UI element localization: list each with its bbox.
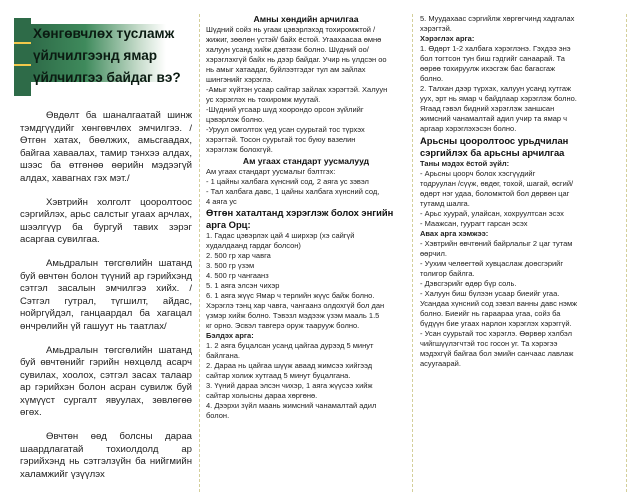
- text-line: халуун усанд хийж дэвтээж болно. Шүдний оо/: [206, 45, 369, 54]
- text-line: -Амыг хүйтэн усаар сайтар зайлах хэрэгтэй. Халуун: [206, 85, 388, 94]
- text-line: - Тал халбага давс, 1 цайны халбага хүнсний сод,: [206, 187, 380, 196]
- text-line: сайтар холиж хутгаад 5 минут буцалгана.: [206, 371, 351, 380]
- text-line: Ягаад гэвэл бидний хэрэглэж заншсан: [420, 104, 555, 113]
- text-line: шингэнийг хэрэглэ.: [206, 75, 273, 84]
- right-column: [414, 14, 627, 492]
- text-line: 4 аяга ус: [206, 197, 237, 206]
- text-line: - Арьс хуурай, улайсан, хохруултсан эсэх: [420, 209, 564, 218]
- text-line: 6. 1 аяга жүүс Ямар ч терлийн жүүс байж болно.: [206, 291, 375, 300]
- text-line: болон.: [206, 411, 230, 420]
- storage-text: [420, 14, 622, 34]
- text-line: өдөрт нэг удаа, боломжтой бол дөрвөн цаг: [420, 189, 570, 198]
- text-line: үзмэр хийж болно. Тэвэзл мэдээж үзэм мааль 1.5: [206, 311, 380, 320]
- text-line: болно.: [420, 74, 444, 83]
- section-heading-actions: Авах арга хэмжээ:: [420, 229, 489, 238]
- text-line: толигор байлга.: [420, 269, 475, 278]
- section-heading-skin-care: [420, 135, 622, 159]
- text-line: болно. Биеийг нь гараараа угаа, сойз ба: [420, 309, 561, 318]
- text-line: - Уухим челөегтөй хувцаслаж доөсгэрийг: [420, 259, 564, 268]
- service-paragraph: Амьдралын төгсгөлийн шатанд буй өвчтөн болон түүний ар гэрийхэнд сэтгэл засалын эмчилгээ хийх. / Сэтгэл гутрал, түгшилт, айдас, нойргүйдэл, ганцаардал ба хагацал өнчрөлийн үй гашуут нь таатлах/: [20, 257, 192, 332]
- text-line: хэрэглэж болохгүй.: [206, 145, 273, 154]
- text-line: 1. 2 аяга буцалсан усанд цайгаа дурээд 5 минут: [206, 341, 374, 350]
- text-line: 4. 500 гр чангаанз: [206, 271, 269, 280]
- text-line: Хэрэглэ тэнц хар чавга, чангаанз олдохгүй бол дан: [206, 301, 385, 310]
- text-line: - 1 цайны халбага хүнсний сод, 2 аяга ус зэвэл: [206, 177, 369, 186]
- intro-body: [20, 110, 192, 492]
- text-line: хэрэглэхгүй байх нь дээр байдаг. Учир нь үлдсэн оо: [206, 55, 387, 64]
- page-title: [33, 23, 198, 89]
- text-line: мэдэхгүй байгаа бол эмийн санчаас лавлаж: [420, 349, 574, 358]
- text-line: хэрэгтэй.: [420, 24, 452, 33]
- text-line: өөрөө тохируулж ихэсгэж бас багасгаж: [420, 64, 556, 73]
- text-line: - Дэвсгэрийг өдөр бүр соль.: [420, 279, 517, 288]
- text-line: 2. 500 гр хар чавга: [206, 251, 271, 260]
- left-column: [0, 0, 196, 493]
- section-heading-preparation: Бэлдэх арга:: [206, 331, 254, 340]
- text-line: өөрчил.: [420, 249, 447, 258]
- text-line: чийгшүүлэгчтэй тос госон уг. Та хэрэгээ: [420, 339, 558, 348]
- text-line: тодруулан /сүүж, өвдөг, тохой, шагай, өсгий/: [420, 179, 574, 188]
- middle-column: [199, 14, 413, 492]
- text-line: ус хэрэглэх нь тохиромж муутай.: [206, 95, 321, 104]
- usage-steps: [420, 44, 622, 134]
- service-paragraph: Өвчтөн өөд болсны дараа шаардлагатай тохиолдолд ар гэрийхэнд нь сэтгэлзүйн ба нийгмийн халамжийг үзүүлэх: [20, 431, 192, 480]
- text-line: 5. 1 аяга элсэн чихэр: [206, 281, 280, 290]
- text-line: асуугаарай.: [420, 359, 461, 368]
- section-heading-oral-care: Амны хөндийн арчилгаа: [253, 14, 359, 24]
- text-line: - Арьсны цоорч болох хэсгүүдийг: [420, 169, 536, 178]
- text-line: 1. Гадас цэвэрлэх цай 4 шиpxэр (хэ сайгүй: [206, 231, 355, 240]
- title-line: үйлчилгээнд ямар: [33, 48, 158, 63]
- heading-line: Арьсны цооролтоос урьдчилан: [420, 135, 569, 146]
- section-heading-know: Таны мэдэх ёстой зүйл:: [420, 159, 510, 168]
- title-accent-bar: [14, 18, 31, 96]
- text-line: Шүдний сойз нь угаак цэвэрлэхэд тохиромжтой /: [206, 25, 376, 34]
- text-line: Усандаа хүнсний сод зэвэл ванны давс нэмж: [420, 299, 578, 308]
- text-line: нь амыг хатаадаг, буйлээтгэдэг тул ам зайлах: [206, 65, 366, 74]
- skin-actions-list: [420, 239, 622, 369]
- skin-check-list: [420, 169, 622, 229]
- service-paragraph: Өвдөлт ба шаналгаатай шинж тэмдгүүдийг хөнгөвчлөх эмчилгээ. / Өтгөн хатах, бөөлжих, амьсгаадах, байгаа хаваалах, тамир тэнхээ алдах, шээс ба өтгөнөө өөрийн мэдээгүй алдах, хавагнах гэх мэт./: [20, 110, 192, 184]
- text-line: - Хэвтрийн өвчтөний байрлалыг 2 цаг тутам: [420, 239, 573, 248]
- title-line: Хөнгөвчлөх тусламж: [33, 26, 175, 41]
- text-line: хэрэгтэй. Тосон суурьтай тос буюу вазелин: [206, 135, 356, 144]
- text-line: бол тогтсон тун биш гэдгийг санаарай. Та: [420, 54, 565, 63]
- text-line: тутамд шалга.: [420, 199, 470, 208]
- text-line: - Халуун биш бүлээн усаар биеийг угаа.: [420, 289, 560, 298]
- text-line: жижиг, зөөлөн үстэй/ байх ёстой. Угаахаасаа өмнө: [206, 35, 382, 44]
- preparation-steps: [206, 341, 406, 421]
- text-line: 4. Дээрхи зүйл маань жимсний чанамалтай адил: [206, 401, 377, 410]
- text-line: -Шүдний угсаар шүд хоорондо орсон зүйлийг: [206, 105, 364, 114]
- heading-line: арга Орц:: [206, 219, 251, 230]
- section-heading-mouthwash: Ам угаах стандарт уусмалууд: [242, 156, 370, 166]
- text-line: -Уруул омголтох үед усан суурьтай тос түрхэх: [206, 125, 365, 134]
- title-accent-stripe: [14, 64, 31, 66]
- text-line: кг орно. Эсвэл тавгерэ оруж таарууж болно.: [206, 321, 360, 330]
- title-block: [14, 16, 192, 98]
- text-line: сайтар холысны дараа хөргөнө.: [206, 391, 318, 400]
- text-line: бүдүүн бие угаах нарлон хэрэглэх хэрэггүй.: [420, 319, 572, 328]
- service-paragraph: Хэвтрийн холголт цооролтоос сэргийлэх, арьс салстыг угаах арчлах, шээлгүүр ба бургуй тавих зэрэг асаргаа сувилгаа.: [20, 196, 192, 246]
- text-line: Ам угаах стандарт уусмалыг бэлтгэх:: [206, 167, 336, 176]
- text-line: аргаар хэрэглэхэсэн болно.: [420, 124, 517, 133]
- section-heading-constipation: [206, 207, 406, 231]
- heading-line: сэргийлэх ба арьсны арчилгаа: [420, 147, 565, 158]
- section-heading-usage: Хэрэглэх арга:: [420, 34, 475, 43]
- text-line: - Усан суурьтай тос хэрэглэ. Өөрвөр хэлбэл: [420, 329, 572, 338]
- text-line: 2. Талхан дээр түрхэх, халуун усанд хутгаж: [420, 84, 572, 93]
- text-line: уух, эрт нь ямар ч байдлаар хэрэглэж болно.: [420, 94, 577, 103]
- text-line: цэвэрлэж болно.: [206, 115, 265, 124]
- ingredients-list: [206, 231, 406, 331]
- title-accent-stripe: [14, 42, 31, 44]
- title-line: үйлчилгээ байдаг вэ?: [33, 70, 181, 85]
- text-line: 3. Үүний дараа элсэн чихэр, 1 аяга жүүсээ хийж: [206, 381, 373, 390]
- text-line: 2. Дараа нь цайгаа шүүж аваад жимсээ хийгээд: [206, 361, 373, 370]
- text-line: 1. Өдөрт 1-2 халбага хэрэглэнэ. Гэхдээ энэ: [420, 44, 571, 53]
- text-line: 5. Муудахаас сэргийлж хөргөгчинд хадгалах: [420, 14, 575, 23]
- text-line: худалдаанд гардаг болсон): [206, 241, 301, 250]
- mouthwash-text: [206, 167, 406, 207]
- service-paragraph: Амьдралын төгсгөлийн шатанд буй өвчтөнийг гэрийн нөхцөлд асарч сувилах, хоолох, сэтгэл засах талаар ар гэрийхэн болон асран сувилж буй хүмүүст сургалт явуулах, зөвлөгөө өгөх.: [20, 344, 192, 419]
- oral-care-text: [206, 25, 406, 155]
- text-line: - Маажсан, гуурагт гарсан эсэх: [420, 219, 528, 228]
- text-line: жимсний чанамалтай адил учир та ямар ч: [420, 114, 568, 123]
- heading-line: Өтгөн хаталтанд хэрэглэж болох энгийн: [206, 207, 394, 218]
- text-line: 3. 500 гр үзэм: [206, 261, 255, 270]
- text-line: байлгана.: [206, 351, 240, 360]
